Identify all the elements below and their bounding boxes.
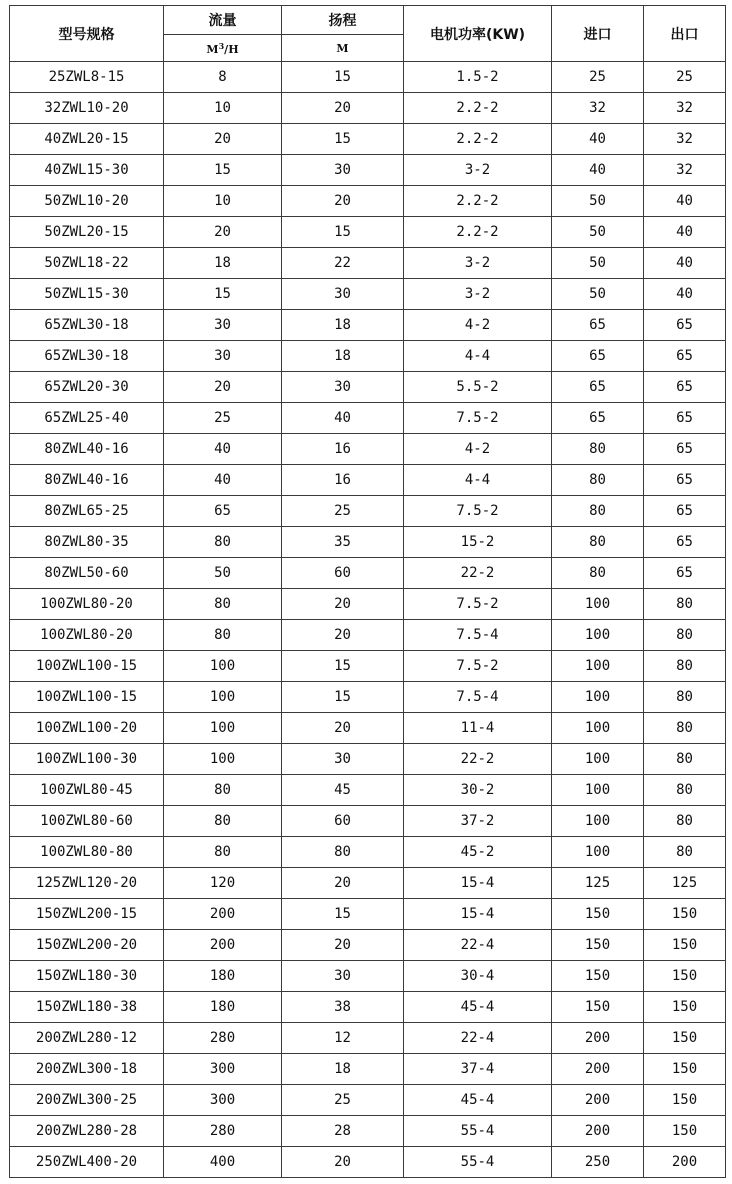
cell-outlet: 80 xyxy=(644,682,726,713)
cell-inlet: 80 xyxy=(552,558,644,589)
table-row xyxy=(10,682,726,713)
cell-flow: 8 xyxy=(164,62,282,93)
cell-outlet: 65 xyxy=(644,372,726,403)
cell-power: 11-4 xyxy=(404,713,552,744)
header-flow-unit xyxy=(164,35,282,62)
cell-power: 7.5-2 xyxy=(404,651,552,682)
cell-model: 150ZWL180-30 xyxy=(10,961,164,992)
cell-model: 100ZWL80-80 xyxy=(10,837,164,868)
cell-flow: 200 xyxy=(164,899,282,930)
cell-inlet: 50 xyxy=(552,186,644,217)
cell-head: 20 xyxy=(282,930,404,961)
cell-inlet: 80 xyxy=(552,496,644,527)
cell-model: 32ZWL10-20 xyxy=(10,93,164,124)
cell-model: 40ZWL15-30 xyxy=(10,155,164,186)
cell-inlet: 200 xyxy=(552,1085,644,1116)
table-row xyxy=(10,744,726,775)
cell-power: 4-2 xyxy=(404,310,552,341)
cell-head: 30 xyxy=(282,961,404,992)
cell-head: 25 xyxy=(282,496,404,527)
cell-model: 200ZWL300-18 xyxy=(10,1054,164,1085)
cell-head: 18 xyxy=(282,341,404,372)
table-row xyxy=(10,837,726,868)
cell-flow: 300 xyxy=(164,1085,282,1116)
cell-head: 60 xyxy=(282,806,404,837)
cell-power: 4-4 xyxy=(404,465,552,496)
cell-model: 100ZWL100-30 xyxy=(10,744,164,775)
cell-flow: 30 xyxy=(164,310,282,341)
cell-flow: 300 xyxy=(164,1054,282,1085)
cell-head: 30 xyxy=(282,279,404,310)
cell-head: 20 xyxy=(282,186,404,217)
cell-flow: 40 xyxy=(164,434,282,465)
cell-power: 15-4 xyxy=(404,899,552,930)
table-row xyxy=(10,465,726,496)
cell-inlet: 40 xyxy=(552,155,644,186)
cell-inlet: 150 xyxy=(552,992,644,1023)
cell-outlet: 80 xyxy=(644,713,726,744)
cell-power: 45-4 xyxy=(404,992,552,1023)
header-outlet: 出口 xyxy=(644,6,726,62)
cell-power: 37-2 xyxy=(404,806,552,837)
cell-outlet: 150 xyxy=(644,961,726,992)
cell-power: 15-2 xyxy=(404,527,552,558)
cell-model: 250ZWL400-20 xyxy=(10,1147,164,1178)
table-row xyxy=(10,992,726,1023)
cell-flow: 25 xyxy=(164,403,282,434)
cell-inlet: 100 xyxy=(552,806,644,837)
cell-power: 2.2-2 xyxy=(404,93,552,124)
table-row xyxy=(10,1023,726,1054)
cell-inlet: 100 xyxy=(552,682,644,713)
cell-inlet: 50 xyxy=(552,279,644,310)
cell-inlet: 80 xyxy=(552,465,644,496)
cell-outlet: 150 xyxy=(644,1116,726,1147)
cell-outlet: 80 xyxy=(644,806,726,837)
cell-flow: 20 xyxy=(164,372,282,403)
cell-model: 80ZWL80-35 xyxy=(10,527,164,558)
cell-power: 7.5-2 xyxy=(404,589,552,620)
cell-flow: 100 xyxy=(164,713,282,744)
cell-inlet: 100 xyxy=(552,589,644,620)
cell-head: 30 xyxy=(282,744,404,775)
cell-inlet: 65 xyxy=(552,372,644,403)
cell-power: 22-2 xyxy=(404,558,552,589)
cell-outlet: 65 xyxy=(644,434,726,465)
cell-flow: 40 xyxy=(164,465,282,496)
cell-head: 20 xyxy=(282,589,404,620)
cell-model: 125ZWL120-20 xyxy=(10,868,164,899)
cell-power: 4-4 xyxy=(404,341,552,372)
cell-outlet: 32 xyxy=(644,155,726,186)
cell-power: 5.5-2 xyxy=(404,372,552,403)
cell-head: 15 xyxy=(282,682,404,713)
cell-outlet: 40 xyxy=(644,217,726,248)
table-row xyxy=(10,279,726,310)
cell-head: 20 xyxy=(282,1147,404,1178)
cell-power: 30-4 xyxy=(404,961,552,992)
cell-outlet: 40 xyxy=(644,248,726,279)
cell-inlet: 65 xyxy=(552,403,644,434)
cell-inlet: 100 xyxy=(552,837,644,868)
table-row xyxy=(10,806,726,837)
cell-model: 150ZWL200-20 xyxy=(10,930,164,961)
cell-model: 65ZWL20-30 xyxy=(10,372,164,403)
table-row xyxy=(10,496,726,527)
cell-flow: 100 xyxy=(164,682,282,713)
cell-inlet: 150 xyxy=(552,961,644,992)
cell-head: 25 xyxy=(282,1085,404,1116)
table-row xyxy=(10,248,726,279)
cell-inlet: 25 xyxy=(552,62,644,93)
cell-flow: 10 xyxy=(164,186,282,217)
cell-outlet: 80 xyxy=(644,620,726,651)
cell-head: 28 xyxy=(282,1116,404,1147)
header-head-unit: M xyxy=(282,35,404,62)
cell-outlet: 40 xyxy=(644,186,726,217)
cell-flow: 80 xyxy=(164,620,282,651)
cell-model: 200ZWL280-28 xyxy=(10,1116,164,1147)
cell-model: 50ZWL18-22 xyxy=(10,248,164,279)
cell-outlet: 25 xyxy=(644,62,726,93)
cell-power: 22-4 xyxy=(404,930,552,961)
table-row xyxy=(10,434,726,465)
table-row xyxy=(10,341,726,372)
cell-outlet: 150 xyxy=(644,1085,726,1116)
table-body xyxy=(10,62,726,1178)
cell-power: 3-2 xyxy=(404,155,552,186)
header-power: 电机功率(KW) xyxy=(404,6,552,62)
table-row xyxy=(10,558,726,589)
cell-model: 65ZWL30-18 xyxy=(10,310,164,341)
cell-model: 150ZWL200-15 xyxy=(10,899,164,930)
cell-model: 40ZWL20-15 xyxy=(10,124,164,155)
table-row xyxy=(10,1147,726,1178)
cell-outlet: 32 xyxy=(644,124,726,155)
cell-head: 15 xyxy=(282,124,404,155)
cell-head: 60 xyxy=(282,558,404,589)
cell-inlet: 200 xyxy=(552,1054,644,1085)
cell-power: 55-4 xyxy=(404,1116,552,1147)
cell-head: 18 xyxy=(282,310,404,341)
cell-model: 80ZWL65-25 xyxy=(10,496,164,527)
cell-flow: 80 xyxy=(164,775,282,806)
cell-flow: 18 xyxy=(164,248,282,279)
cell-model: 100ZWL100-15 xyxy=(10,651,164,682)
cell-outlet: 40 xyxy=(644,279,726,310)
cell-model: 200ZWL300-25 xyxy=(10,1085,164,1116)
cell-power: 22-2 xyxy=(404,744,552,775)
table-row xyxy=(10,1085,726,1116)
cell-flow: 20 xyxy=(164,124,282,155)
cell-outlet: 65 xyxy=(644,341,726,372)
cell-model: 100ZWL80-20 xyxy=(10,620,164,651)
header-inlet: 进口 xyxy=(552,6,644,62)
cell-head: 45 xyxy=(282,775,404,806)
cell-flow: 180 xyxy=(164,961,282,992)
cell-power: 15-4 xyxy=(404,868,552,899)
cell-model: 200ZWL280-12 xyxy=(10,1023,164,1054)
cell-flow: 80 xyxy=(164,527,282,558)
cell-power: 4-2 xyxy=(404,434,552,465)
table-row xyxy=(10,899,726,930)
cell-inlet: 200 xyxy=(552,1023,644,1054)
cell-power: 37-4 xyxy=(404,1054,552,1085)
cell-head: 40 xyxy=(282,403,404,434)
cell-power: 1.5-2 xyxy=(404,62,552,93)
cell-power: 55-4 xyxy=(404,1147,552,1178)
table-row xyxy=(10,62,726,93)
cell-inlet: 125 xyxy=(552,868,644,899)
cell-flow: 200 xyxy=(164,930,282,961)
cell-outlet: 80 xyxy=(644,651,726,682)
cell-model: 100ZWL100-20 xyxy=(10,713,164,744)
table-row xyxy=(10,403,726,434)
cell-head: 20 xyxy=(282,620,404,651)
cell-outlet: 80 xyxy=(644,589,726,620)
cell-model: 25ZWL8-15 xyxy=(10,62,164,93)
cell-head: 16 xyxy=(282,465,404,496)
table-row xyxy=(10,372,726,403)
cell-model: 65ZWL30-18 xyxy=(10,341,164,372)
cell-head: 35 xyxy=(282,527,404,558)
cell-model: 100ZWL80-20 xyxy=(10,589,164,620)
cell-outlet: 80 xyxy=(644,775,726,806)
cell-flow: 30 xyxy=(164,341,282,372)
cell-inlet: 100 xyxy=(552,744,644,775)
cell-outlet: 65 xyxy=(644,310,726,341)
cell-outlet: 65 xyxy=(644,465,726,496)
cell-outlet: 125 xyxy=(644,868,726,899)
cell-outlet: 150 xyxy=(644,992,726,1023)
cell-head: 30 xyxy=(282,372,404,403)
table-row xyxy=(10,651,726,682)
cell-head: 15 xyxy=(282,899,404,930)
cell-model: 150ZWL180-38 xyxy=(10,992,164,1023)
cell-model: 100ZWL80-45 xyxy=(10,775,164,806)
table-row xyxy=(10,589,726,620)
table-row xyxy=(10,186,726,217)
cell-model: 80ZWL40-16 xyxy=(10,465,164,496)
cell-outlet: 150 xyxy=(644,1054,726,1085)
table-row xyxy=(10,868,726,899)
table-row xyxy=(10,527,726,558)
cell-inlet: 100 xyxy=(552,713,644,744)
cell-flow: 15 xyxy=(164,279,282,310)
cell-outlet: 150 xyxy=(644,1023,726,1054)
cell-inlet: 50 xyxy=(552,248,644,279)
cell-model: 80ZWL50-60 xyxy=(10,558,164,589)
cell-power: 22-4 xyxy=(404,1023,552,1054)
table-row xyxy=(10,620,726,651)
cell-flow: 50 xyxy=(164,558,282,589)
cell-flow: 20 xyxy=(164,217,282,248)
cell-flow: 400 xyxy=(164,1147,282,1178)
flow-unit-main: M xyxy=(206,42,219,56)
cell-model: 50ZWL15-30 xyxy=(10,279,164,310)
cell-flow: 100 xyxy=(164,744,282,775)
cell-model: 50ZWL20-15 xyxy=(10,217,164,248)
cell-power: 2.2-2 xyxy=(404,217,552,248)
cell-outlet: 65 xyxy=(644,403,726,434)
cell-inlet: 65 xyxy=(552,310,644,341)
cell-power: 45-4 xyxy=(404,1085,552,1116)
cell-inlet: 65 xyxy=(552,341,644,372)
cell-head: 16 xyxy=(282,434,404,465)
header-flow: 流量 xyxy=(164,6,282,35)
cell-outlet: 200 xyxy=(644,1147,726,1178)
cell-model: 100ZWL80-60 xyxy=(10,806,164,837)
cell-head: 38 xyxy=(282,992,404,1023)
table-row xyxy=(10,1054,726,1085)
flow-unit-sup: 3 xyxy=(218,40,225,51)
cell-power: 2.2-2 xyxy=(404,186,552,217)
pump-spec-table xyxy=(9,5,726,1178)
table-row xyxy=(10,930,726,961)
cell-flow: 120 xyxy=(164,868,282,899)
cell-head: 15 xyxy=(282,62,404,93)
table-row xyxy=(10,961,726,992)
cell-power: 7.5-4 xyxy=(404,620,552,651)
cell-head: 80 xyxy=(282,837,404,868)
cell-inlet: 80 xyxy=(552,527,644,558)
table-row xyxy=(10,217,726,248)
cell-flow: 65 xyxy=(164,496,282,527)
table-header xyxy=(10,6,726,62)
cell-flow: 80 xyxy=(164,589,282,620)
cell-inlet: 100 xyxy=(552,775,644,806)
cell-power: 30-2 xyxy=(404,775,552,806)
table-row xyxy=(10,713,726,744)
cell-power: 3-2 xyxy=(404,248,552,279)
cell-power: 7.5-2 xyxy=(404,496,552,527)
cell-outlet: 80 xyxy=(644,837,726,868)
cell-flow: 15 xyxy=(164,155,282,186)
table-row xyxy=(10,310,726,341)
cell-model: 65ZWL25-40 xyxy=(10,403,164,434)
cell-inlet: 150 xyxy=(552,930,644,961)
table-row xyxy=(10,124,726,155)
cell-model: 100ZWL100-15 xyxy=(10,682,164,713)
cell-model: 80ZWL40-16 xyxy=(10,434,164,465)
cell-flow: 80 xyxy=(164,806,282,837)
cell-inlet: 100 xyxy=(552,651,644,682)
cell-inlet: 80 xyxy=(552,434,644,465)
cell-head: 12 xyxy=(282,1023,404,1054)
cell-power: 45-2 xyxy=(404,837,552,868)
cell-power: 3-2 xyxy=(404,279,552,310)
flow-unit-tail: /H xyxy=(224,42,239,56)
cell-power: 7.5-4 xyxy=(404,682,552,713)
table-row xyxy=(10,775,726,806)
cell-inlet: 40 xyxy=(552,124,644,155)
cell-outlet: 65 xyxy=(644,496,726,527)
cell-inlet: 200 xyxy=(552,1116,644,1147)
cell-head: 15 xyxy=(282,217,404,248)
table-row xyxy=(10,1116,726,1147)
header-head: 扬程 xyxy=(282,6,404,35)
cell-head: 18 xyxy=(282,1054,404,1085)
cell-outlet: 80 xyxy=(644,744,726,775)
cell-head: 15 xyxy=(282,651,404,682)
cell-outlet: 65 xyxy=(644,527,726,558)
cell-flow: 10 xyxy=(164,93,282,124)
cell-inlet: 32 xyxy=(552,93,644,124)
cell-model: 50ZWL10-20 xyxy=(10,186,164,217)
header-model: 型号规格 xyxy=(10,6,164,62)
cell-flow: 80 xyxy=(164,837,282,868)
cell-flow: 280 xyxy=(164,1116,282,1147)
cell-power: 7.5-2 xyxy=(404,403,552,434)
cell-outlet: 32 xyxy=(644,93,726,124)
cell-flow: 280 xyxy=(164,1023,282,1054)
cell-outlet: 65 xyxy=(644,558,726,589)
cell-power: 2.2-2 xyxy=(404,124,552,155)
cell-outlet: 150 xyxy=(644,930,726,961)
cell-inlet: 50 xyxy=(552,217,644,248)
cell-head: 30 xyxy=(282,155,404,186)
cell-flow: 100 xyxy=(164,651,282,682)
cell-inlet: 100 xyxy=(552,620,644,651)
cell-head: 20 xyxy=(282,93,404,124)
cell-head: 22 xyxy=(282,248,404,279)
cell-head: 20 xyxy=(282,868,404,899)
table-row xyxy=(10,93,726,124)
cell-outlet: 150 xyxy=(644,899,726,930)
cell-head: 20 xyxy=(282,713,404,744)
table-row xyxy=(10,155,726,186)
cell-inlet: 150 xyxy=(552,899,644,930)
cell-flow: 180 xyxy=(164,992,282,1023)
cell-inlet: 250 xyxy=(552,1147,644,1178)
